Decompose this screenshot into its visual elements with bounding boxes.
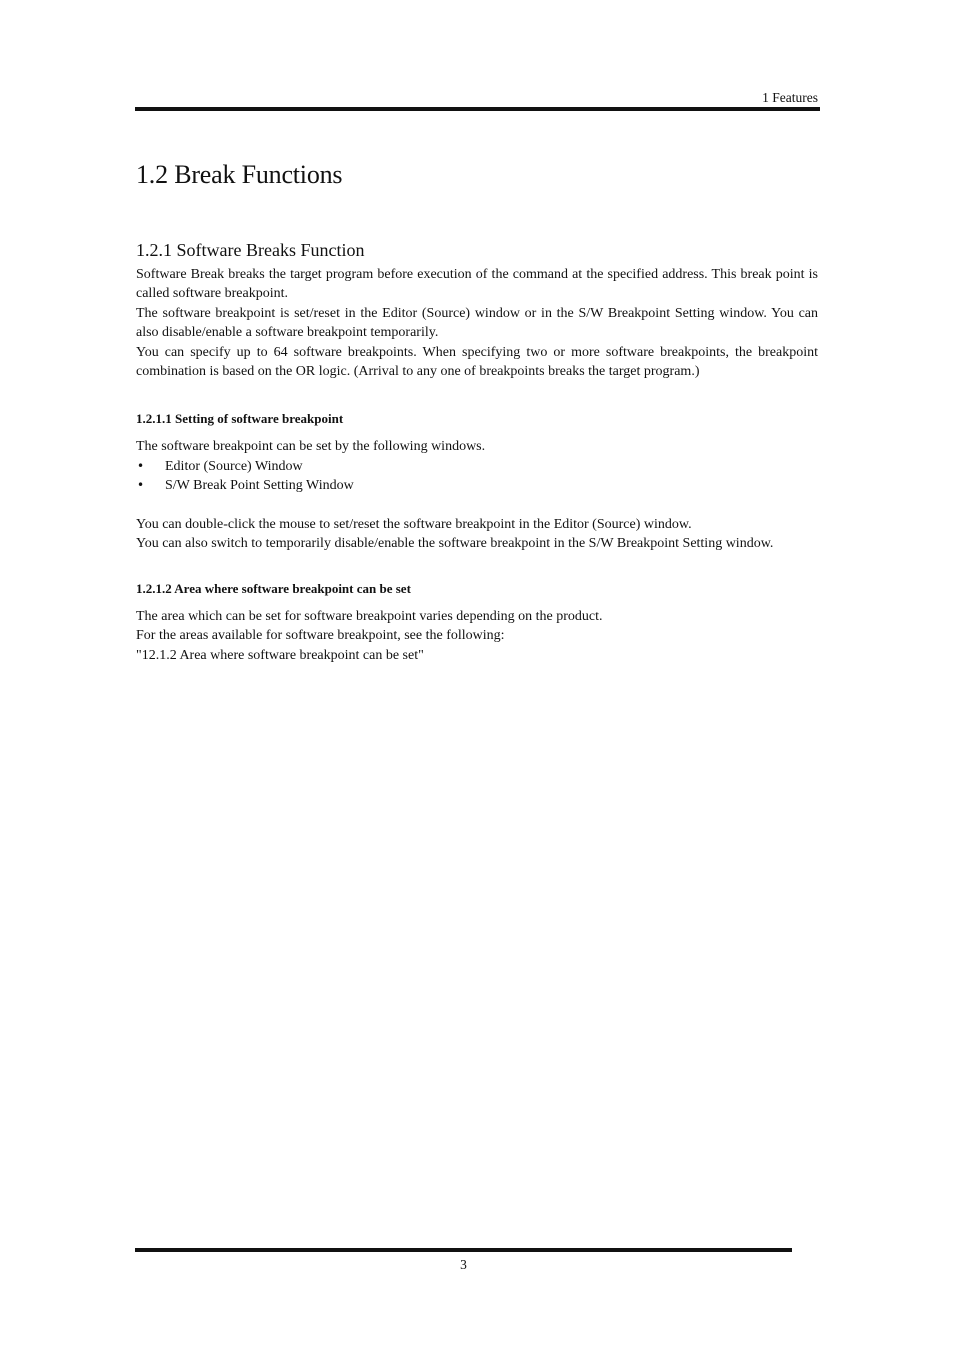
bullet-icon: • bbox=[137, 478, 145, 493]
spacer bbox=[136, 381, 818, 410]
body-paragraph: The software breakpoint is set/reset in the Editor (Source) window or in the S/W Breakpoint Setting window. You can also disable/enable a software breakpoint temporarily. bbox=[136, 305, 818, 341]
spacer bbox=[136, 496, 818, 515]
list-item-label: S/W Break Point Setting Window bbox=[165, 478, 354, 494]
spacer bbox=[136, 554, 818, 580]
subsubsection-title-area: 1.2.1.2 Area where software breakpoint can be set bbox=[136, 580, 411, 596]
spacer bbox=[136, 598, 818, 607]
cross-reference: "12.1.2 Area where software breakpoint can be set" bbox=[136, 647, 424, 663]
list-item bbox=[136, 457, 818, 476]
window-list bbox=[136, 457, 818, 496]
subsubsection-title-setting: 1.2.1.1 Setting of software breakpoint bbox=[136, 411, 344, 427]
page-content bbox=[136, 158, 818, 665]
body-paragraph: Software Break breaks the target program before execution of the command at the specified address. This break point is called software breakpoint. bbox=[136, 267, 818, 302]
list-item-label: Editor (Source) Window bbox=[165, 458, 303, 474]
body-paragraph: You can also switch to temporarily disable/enable the software breakpoint in the S/W Breakpoint Setting window. bbox=[136, 536, 774, 552]
page-number: 3 bbox=[460, 1257, 467, 1272]
running-header: 1 Features bbox=[762, 90, 818, 105]
bullet-icon: • bbox=[137, 458, 145, 473]
list-item bbox=[136, 476, 818, 495]
subsection-title: 1.2.1 Software Breaks Function bbox=[136, 240, 365, 260]
body-paragraph: The area which can be set for software breakpoint varies depending on the product. bbox=[136, 608, 603, 624]
footer-rule bbox=[135, 1248, 792, 1252]
header-rule bbox=[135, 107, 820, 111]
body-paragraph: You can double-click the mouse to set/reset the software breakpoint in the Editor (Source) window. bbox=[136, 517, 692, 533]
subsection-body bbox=[136, 265, 818, 381]
body-paragraph: The software breakpoint can be set by the following windows. bbox=[136, 439, 486, 455]
section-title: 1.2 Break Functions bbox=[136, 160, 343, 189]
body-paragraph: You can specify up to 64 software breakpoints. When specifying two or more software breakpoints, the breakpoint combination is based on the OR logic. (Arrival to any one of breakpoints breaks the target program.) bbox=[136, 344, 818, 380]
body-paragraph: For the areas available for software breakpoint, see the following: bbox=[136, 628, 505, 644]
spacer bbox=[136, 428, 818, 437]
